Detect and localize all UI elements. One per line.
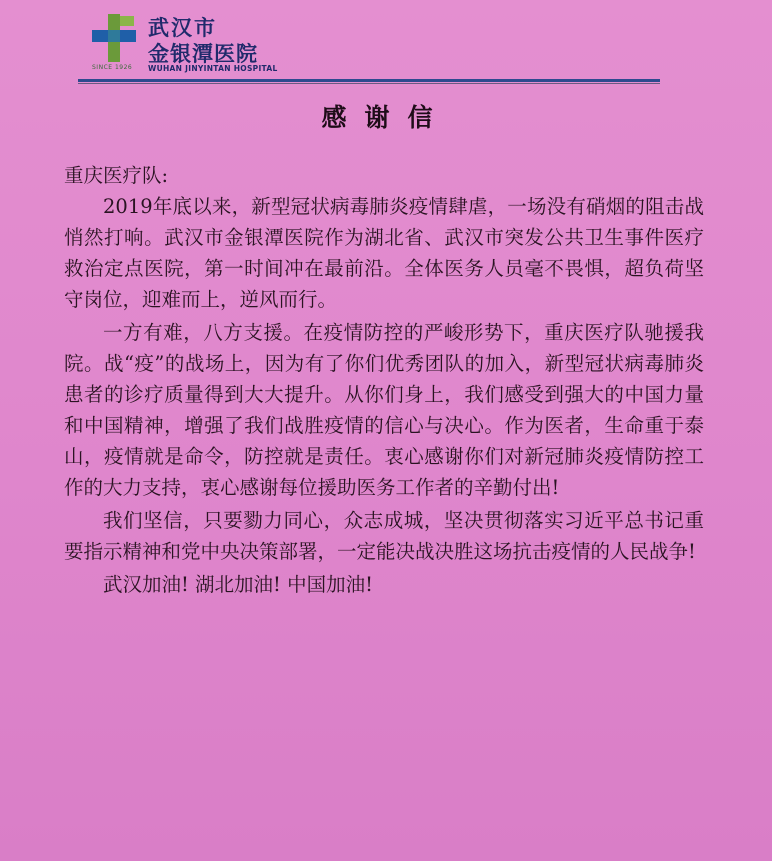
letterhead [92,8,292,72]
letterhead-rule-thin [78,83,660,84]
paragraph-2: 一方有难，八方支援。在疫情防控的严峻形势下，重庆医疗队驰援我院。战“疫”的战场上，因为有了你们优秀团队的加入，新型冠状病毒肺炎患者的诊疗质量得到大大提升。从你们身上，我们感受到强大的中国力量和中国精神，增强了我们战胜疫情的信心与决心。作为医者，生命重于泰山，疫情就是命令，防控就是责任。衷心感谢你们对新冠肺炎疫情防控工作的大力支持，衷心感谢每位援助医务工作者的辛勤付出! [64,321,704,499]
since-year: SINCE 1926 [92,64,133,71]
letterhead-rule [78,79,660,82]
hospital-cross-logo-icon [92,14,136,62]
paragraph-3: 我们坚信，只要勠力同心，众志成城，坚决贯彻落实习近平总书记重要指示精神和党中央决策部署，一定能决战决胜这场抗击疫情的人民战争! [64,509,704,563]
letter-title: 感谢信 [321,103,451,132]
letterhead-hospital-name: 金银潭医院 [148,42,258,66]
letterhead-city: 武汉市 [148,16,217,40]
letter-body [64,160,704,600]
salutation: 重庆医疗队: [64,164,169,187]
letterhead-english-name: WUHAN JINYINTAN HOSPITAL [148,64,278,73]
closing-cheer: 武汉加油! 湖北加油! 中国加油! [103,573,373,596]
paragraph-1: 2019年底以来，新型冠状病毒肺炎疫情肆虐，一场没有硝烟的阻击战悄然打响。武汉市金银潭医院作为湖北省、武汉市突发公共卫生事件医疗救治定点医院，第一时间冲在最前沿。全体医务人员毫不畏惧，超负荷坚守岗位，迎难而上，逆风而行。 [64,195,704,311]
